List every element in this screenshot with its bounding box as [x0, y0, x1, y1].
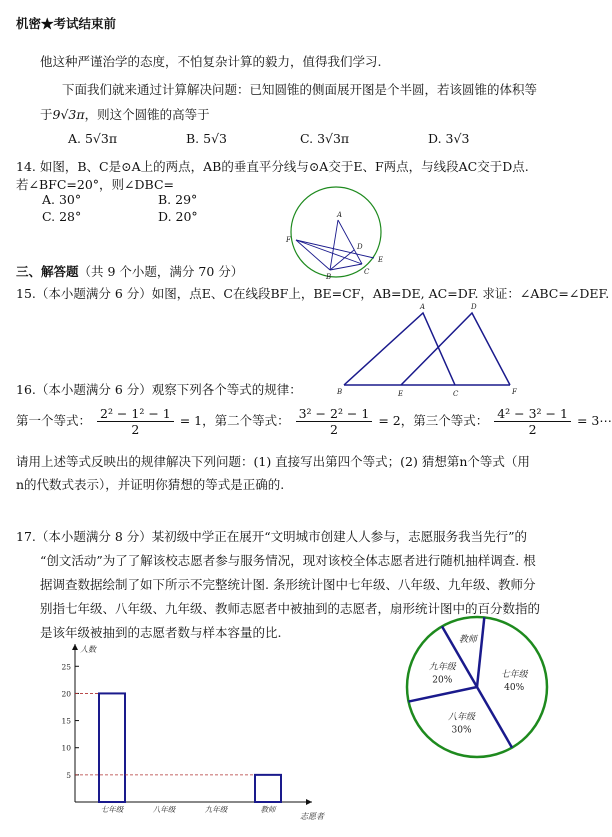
pie-slice-label: 七年级 — [500, 670, 528, 681]
y-tick-label: 10 — [61, 743, 71, 753]
q17-line4: 别指七年级、八年级、九年级、教师志愿者中被抽到的志愿者，扇形统计图中的百分数指的 — [40, 601, 541, 616]
q14-line2: 若∠BFC=20°，则∠DBC= — [16, 177, 174, 192]
q14-option-b: B. 29° — [158, 192, 198, 207]
q14-option-d: D. 20° — [158, 209, 198, 224]
x-axis-label: 志愿者 — [300, 812, 324, 821]
q13-option-b: B. 5√3 — [186, 131, 228, 146]
x-tick-label: 八年级 — [152, 805, 176, 814]
q15-label-d: D — [471, 303, 477, 311]
q17-line5: 是该年级被抽到的志愿者数与样本容量的比. — [40, 625, 282, 640]
segment-fb — [296, 240, 330, 270]
y-tick-label: 15 — [61, 716, 71, 726]
q13-option-a: A. 5√3π — [68, 131, 118, 146]
q16-eq3-fraction: $\frac{\text{4² − 3² − 1}}{2}$ — [494, 406, 571, 437]
q13-line1: 下面我们就来通过计算解决问题：已知圆锥的侧面展开图是个半圆，若该圆锥的体积等 — [62, 82, 538, 97]
q16-eq2-result: = 2，第三个等式： — [378, 413, 489, 428]
label-b: B — [326, 273, 332, 281]
q16-eq2-fraction: $\frac{\text{3² − 2² − 1}}{2}$ — [296, 406, 373, 437]
bar — [255, 775, 281, 802]
q15-label-f: F — [512, 388, 517, 396]
segment-ac — [338, 220, 362, 264]
header-confidential: 机密★考试结束前 — [16, 16, 117, 31]
pie-slice-label: 八年级 — [448, 712, 476, 723]
q17-line2: “创文活动”为了了解该校志愿者参与服务情况，现对该校全体志愿者进行随机抽样调查. 根 — [40, 553, 536, 568]
q14-option-c: C. 28° — [42, 209, 82, 224]
pie-slice-boundary — [477, 617, 484, 687]
q16-equations — [16, 406, 612, 437]
q13-line2-pre: 于 — [40, 107, 53, 122]
y-axis-arrow — [72, 644, 78, 650]
section-title-main: 三、解答题 — [16, 264, 79, 279]
triangle-abc — [344, 313, 455, 385]
y-tick-label: 25 — [61, 662, 71, 672]
label-f: F — [286, 236, 291, 244]
pie-slice-percent: 20% — [432, 675, 453, 686]
y-axis-label: 人数 — [80, 645, 96, 654]
q15-label-b: B — [337, 388, 343, 396]
y-tick-label: 20 — [61, 689, 71, 699]
x-tick-label: 七年级 — [100, 805, 124, 814]
bar — [99, 693, 125, 802]
pie-slice-percent: 30% — [451, 725, 472, 736]
q16-line4: n的代数式表示），并证明你猜想的等式是正确的. — [16, 477, 285, 492]
q17-line3: 据调查数据绘制了如下所示不完整统计图. 条形统计图中七年级、八年级、九年级、教师分 — [40, 577, 536, 592]
bar-chart — [50, 636, 350, 836]
label-d: D — [357, 243, 363, 251]
pie-slice-boundary — [477, 687, 512, 748]
q15-label-c: C — [453, 390, 459, 398]
q15-text: 15.（本小题满分 6 分）如图，点E、C在线段BF上，BE=CF，AB=DE, AC=DF. 求证：∠ABC=∠DEF. — [16, 286, 610, 301]
q13-option-c: C. 3√3π — [300, 131, 350, 146]
pie-slice-label: 教师 — [458, 634, 477, 645]
pie-slice-percent: 40% — [504, 683, 525, 694]
q14-line1: 14. 如图，B、C是⊙A上的两点，AB的垂直平分线与⊙A交于E、F两点，与线段AC交于D点. — [16, 159, 529, 174]
q16-line1: 16.（本小题满分 6 分）观察下列各个等式的规律： — [16, 382, 302, 397]
q16-eq3-result: = 3⋯ — [576, 413, 612, 428]
q13-line2-post: ，则这个圆锥的高等于 — [84, 107, 210, 122]
q16-eq1-result: = 1，第二个等式： — [179, 413, 290, 428]
q13-line2 — [40, 105, 210, 123]
pie-slice-boundary — [409, 687, 477, 702]
triangle-def — [401, 313, 510, 385]
x-tick-label: 教师 — [260, 805, 276, 814]
label-c: C — [364, 268, 370, 276]
segment-bc — [330, 264, 362, 270]
intro-text: 他这种严谨治学的态度，不怕复杂计算的毅力，值得我们学习. — [40, 54, 382, 69]
section-title — [16, 262, 243, 280]
section-title-note: （共 9 个小题，满分 70 分） — [78, 264, 244, 279]
q16-line3: 请用上述等式反映出的规律解决下列问题：(1) 直接写出第四个等式；(2) 猜想第n个等式（用 — [16, 454, 530, 469]
q14-circle-figure — [282, 180, 392, 280]
q15-label-a: A — [420, 303, 426, 311]
pie-slice-label: 九年级 — [428, 662, 456, 673]
x-axis-arrow — [306, 799, 312, 805]
segment-ab — [330, 220, 338, 270]
label-a: A — [337, 211, 343, 219]
x-tick-label: 九年级 — [204, 805, 228, 814]
y-tick-label: 5 — [66, 770, 71, 780]
q15-triangles-figure — [330, 300, 530, 400]
q14-option-a: A. 30° — [42, 192, 82, 207]
q13-volume-value: 9√3π — [52, 107, 85, 122]
label-e: E — [378, 256, 384, 264]
q13-option-d: D. 3√3 — [428, 131, 470, 146]
pie-chart — [403, 612, 555, 762]
q16-eq1-label: 第一个等式： — [16, 413, 92, 428]
q17-line1: 17.（本小题满分 8 分）某初级中学正在展开“文明城市创建人人参与，志愿服务我当先行”的 — [16, 529, 528, 544]
q15-label-e: E — [398, 390, 404, 398]
q16-eq1-fraction: $\frac{\text{2² − 1² − 1}}{2}$ — [97, 406, 174, 437]
